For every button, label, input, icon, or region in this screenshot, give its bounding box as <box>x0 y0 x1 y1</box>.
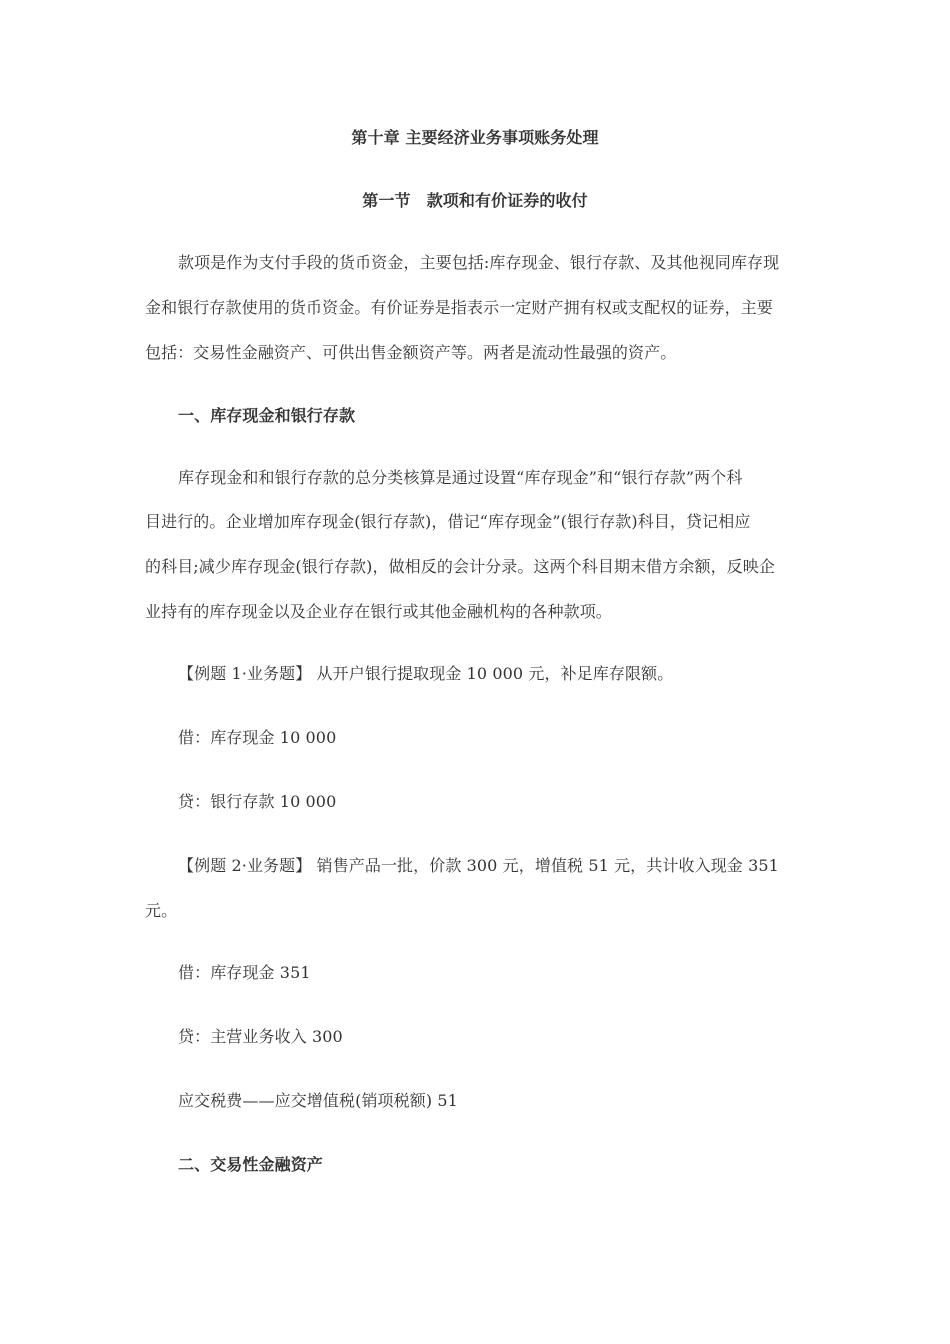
example2-debit: 借：库存现金 351 <box>178 963 311 982</box>
example2-credit-2: 应交税费——应交增值税(销项税额) 51 <box>178 1091 458 1110</box>
intro-line-3: 包括：交易性金融资产、可供出售金额资产等。两者是流动性最强的资产。 <box>145 343 677 362</box>
heading-cash-and-deposits: 一、库存现金和银行存款 <box>178 406 356 425</box>
para1-line-4: 业持有的库存现金以及企业存在银行或其他金融机构的各种款项。 <box>145 602 612 621</box>
example1-credit: 贷：银行存款 10 000 <box>178 792 337 811</box>
example2-credit: 贷：主营业务收入 300 <box>178 1027 343 1046</box>
para1-line-1: 库存现金和和银行存款的总分类核算是通过设置“库存现金”和“银行存款”两个科 <box>178 468 743 487</box>
para1-line-3: 的科目;减少库存现金(银行存款)，做相反的会计分录。这两个科目期末借方余额，反映企 <box>145 557 775 576</box>
example2-text-line-2: 元。 <box>145 901 178 920</box>
chapter-title: 第十章 主要经济业务事项账务处理 <box>351 128 599 147</box>
example2-text-line-1: 【例题 2·业务题】 销售产品一批，价款 300 元，增值税 51 元，共计收入现金 351 <box>178 856 779 875</box>
example1-text: 【例题 1·业务题】 从开户银行提取现金 10 000 元，补足库存限额。 <box>178 664 674 683</box>
intro-line-1: 款项是作为支付手段的货币资金，主要包括:库存现金、银行存款、及其他视同库存现 <box>178 253 780 272</box>
section-title: 第一节 款项和有价证券的收付 <box>362 191 588 210</box>
intro-line-2: 金和银行存款使用的货币资金。有价证券是指表示一定财产拥有权或支配权的证券，主要 <box>145 298 773 317</box>
para1-line-2: 目进行的。企业增加库存现金(银行存款)，借记“库存现金”(银行存款)科目，贷记相应 <box>145 512 751 531</box>
heading-trading-financial-assets: 二、交易性金融资产 <box>178 1155 323 1174</box>
example1-debit: 借：库存现金 10 000 <box>178 728 337 747</box>
